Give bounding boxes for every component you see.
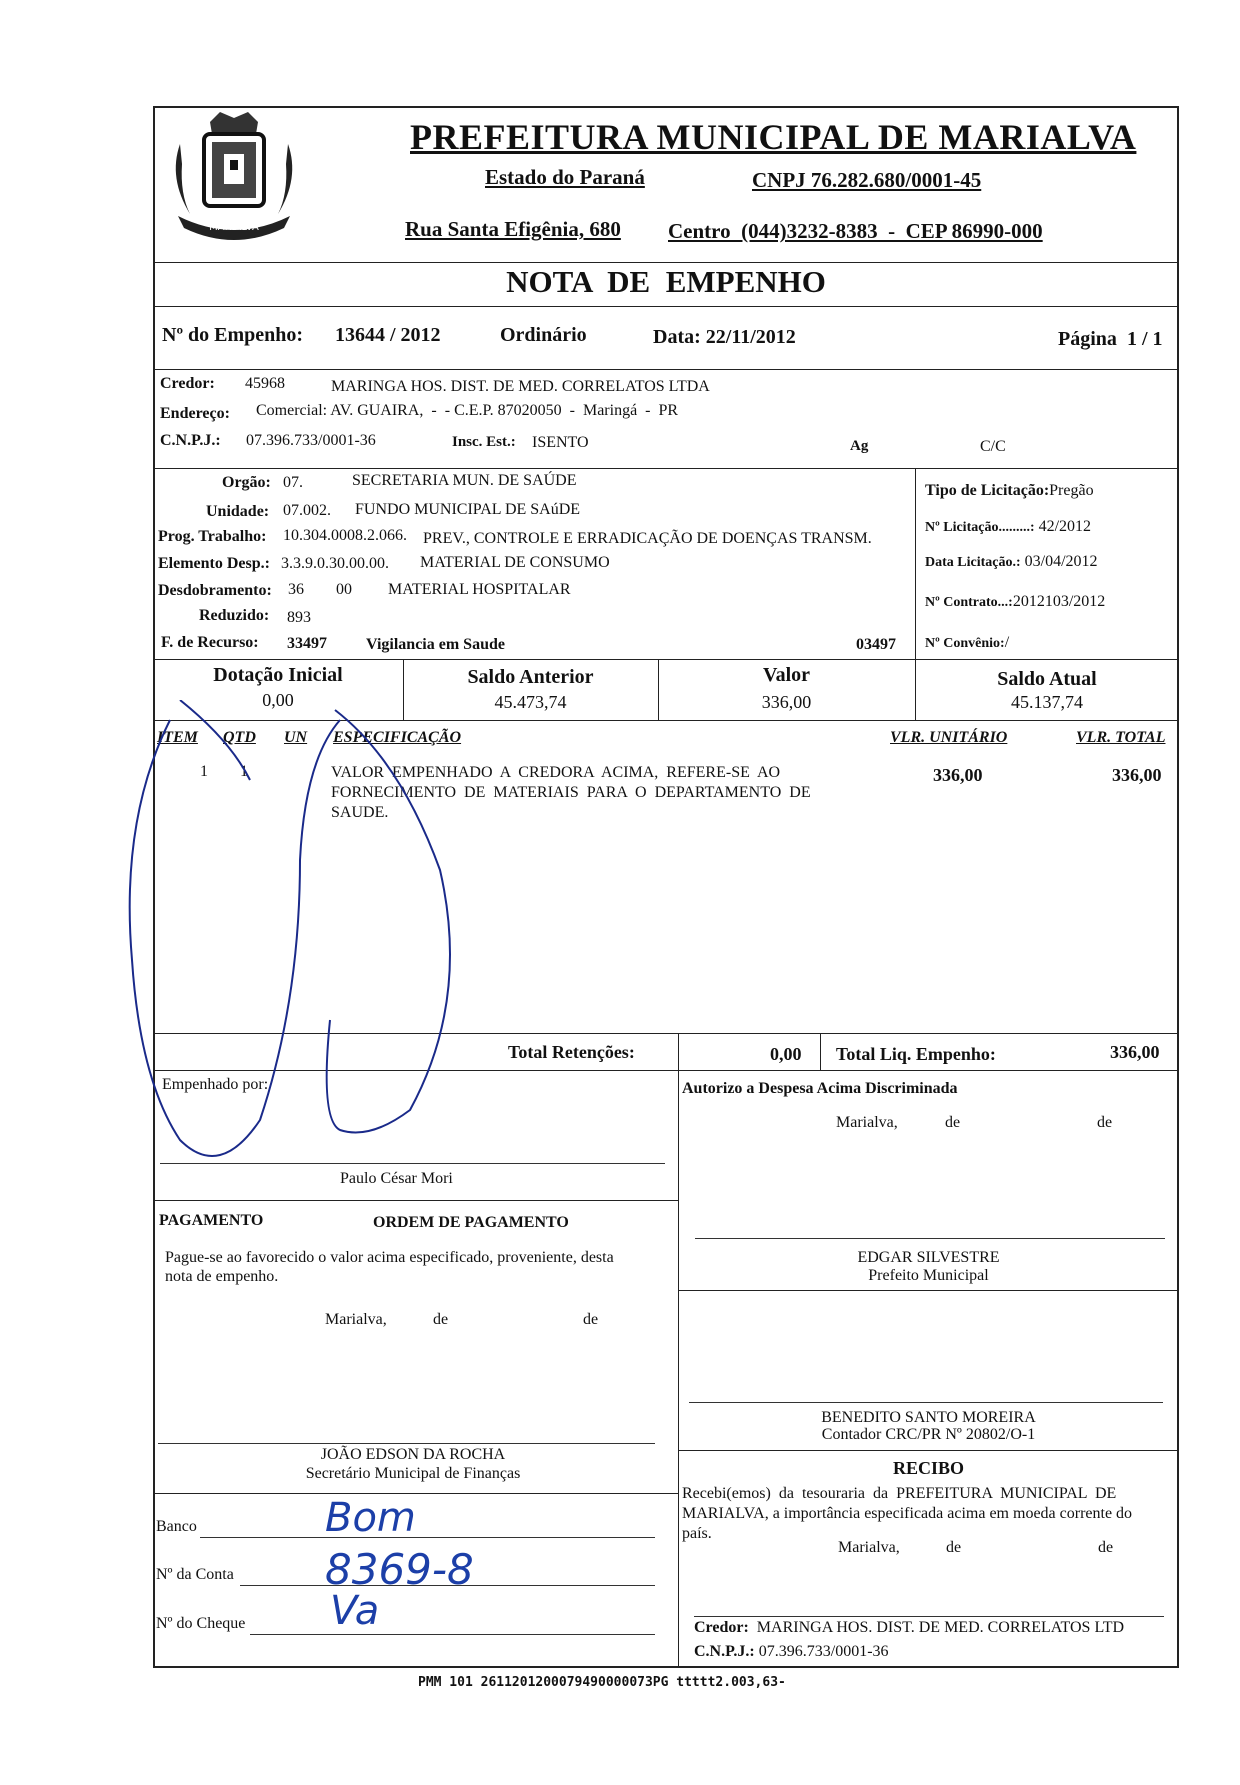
- licitacao-tipo: [925, 482, 1094, 500]
- empenhado-label: Empenhado por:: [162, 1076, 269, 1093]
- desdobramento-code: 36: [288, 581, 304, 598]
- pagamento-city: Marialva,: [325, 1311, 387, 1328]
- page-label: Página: [1058, 328, 1117, 350]
- header-state: Estado do Paraná: [485, 165, 645, 189]
- creditor-insc: ISENTO: [532, 434, 589, 451]
- licitacao-data-label: Data Licitação.:: [925, 555, 1021, 570]
- saldo-atual-value: 45.137,74: [1011, 692, 1083, 712]
- item-number: 1: [200, 763, 208, 780]
- prog-code: 10.304.0008.2.066.: [283, 527, 407, 544]
- recibo-line3: país.: [682, 1525, 712, 1542]
- recibo-credor: [694, 1619, 1124, 1637]
- recibo-de2: de: [1098, 1539, 1114, 1556]
- empenho-number: 13644 / 2012: [335, 324, 441, 346]
- secretario-role: Secretário Municipal de Finanças: [305, 1465, 521, 1482]
- empenho-label: Nº do Empenho:: [162, 324, 304, 346]
- creditor-code: 45968: [245, 375, 285, 392]
- recibo-credor-label: Credor:: [694, 1619, 749, 1636]
- recibo-cnpj-value: 07.396.733/0001-36: [758, 1643, 889, 1660]
- cheque-label: Nº do Cheque: [156, 1615, 246, 1632]
- prog-name: PREV., CONTROLE E ERRADICAÇÃO DE DOENÇAS TRANSM.: [423, 530, 872, 547]
- dotacao-label: Dotação Inicial: [213, 664, 343, 686]
- creditor-name: MARINGA HOS. DIST. DE MED. CORRELATOS LTDA: [331, 378, 710, 395]
- licitacao-data-value: 03/04/2012: [1024, 553, 1098, 570]
- unidade-label: Unidade:: [206, 503, 270, 520]
- elemento-name: MATERIAL DE CONSUMO: [420, 554, 610, 571]
- unidade-code: 07.002.: [283, 502, 331, 519]
- item-spec-line1: VALOR EMPENHADO A CREDORA ACIMA, REFERE-SE AO: [331, 764, 781, 781]
- col-unit-price: VLR. UNITÁRIO: [890, 729, 1008, 746]
- recurso-ref: 03497: [856, 636, 896, 653]
- licitacao-contrato-value: 2012103/2012: [1012, 593, 1106, 610]
- elemento-code: 3.3.9.0.30.00.00.: [281, 555, 389, 572]
- banco-label: Banco: [156, 1518, 197, 1535]
- orgao-label: Orgão:: [222, 474, 271, 491]
- insc-label: Insc. Est.:: [452, 434, 516, 450]
- recurso-label: F. de Recurso:: [161, 634, 259, 651]
- desdobramento-label: Desdobramento:: [158, 582, 272, 599]
- col-qtd: QTD: [223, 729, 256, 746]
- pagamento-de1: de: [433, 1311, 449, 1328]
- banco-handwritten: Bom: [325, 1495, 416, 1541]
- autorizo-de1: de: [945, 1114, 961, 1131]
- licitacao-numero-label: Nº Licitação.........:: [925, 520, 1035, 535]
- ag-label: Ag: [850, 438, 869, 454]
- reduzido-label: Reduzido:: [199, 607, 270, 624]
- elemento-label: Elemento Desp.:: [158, 555, 270, 572]
- desdobramento-sub: 00: [336, 581, 352, 598]
- creditor-label: Credor:: [160, 375, 215, 392]
- contador-role: Contador CRC/PR Nº 20802/O-1: [821, 1426, 1036, 1443]
- dotacao-value: 0,00: [262, 690, 294, 710]
- saldo-anterior-value: 45.473,74: [494, 692, 567, 712]
- saldo-anterior-label: Saldo Anterior: [467, 666, 594, 688]
- recibo-text: [682, 1484, 1132, 1544]
- retencoes-label: Total Retenções:: [508, 1042, 635, 1062]
- prog-label: Prog. Trabalho:: [158, 528, 267, 545]
- cc-label: C/C: [980, 438, 1006, 455]
- recibo-city: Marialva,: [838, 1539, 900, 1556]
- pagamento-label: PAGAMENTO: [159, 1212, 264, 1229]
- col-un: UN: [284, 729, 308, 746]
- recibo-credor-value: MARINGA HOS. DIST. DE MED. CORRELATOS LTD: [756, 1619, 1125, 1636]
- recurso-code: 33497: [287, 635, 327, 652]
- desdobramento-name: MATERIAL HOSPITALAR: [388, 581, 571, 598]
- conta-label: Nº da Conta: [156, 1566, 234, 1583]
- licitacao-convenio-value: /: [1004, 634, 1010, 651]
- recibo-line1: Recebi(emos) da tesouraria da PREFEITURA MUNICIPAL DE: [682, 1485, 1117, 1502]
- empenhado-name: Paulo César Mori: [340, 1170, 453, 1187]
- col-total: VLR. TOTAL: [1076, 729, 1166, 746]
- liquido-label: Total Liq. Empenho:: [836, 1044, 996, 1064]
- item-qtd: 1: [240, 763, 248, 780]
- licitacao-contrato-label: Nº Contrato...:: [925, 595, 1013, 610]
- autorizo-city: Marialva,: [836, 1114, 898, 1131]
- creditor-cnpj: 07.396.733/0001-36: [246, 432, 376, 449]
- svg-text:MARIALVA: MARIALVA: [209, 222, 259, 233]
- pagamento-text-line2: nota de empenho.: [165, 1268, 279, 1285]
- signature-scribble-icon: [110, 700, 470, 1180]
- item-spec-line2: FORNECIMENTO DE MATERIAIS PARA O DEPARTAMENTO DE: [331, 784, 811, 801]
- recibo-line2: MARIALVA, a importância especificada acima em moeda corrente do: [682, 1505, 1133, 1522]
- licitacao-numero: [925, 518, 1091, 536]
- pagamento-de2: de: [583, 1311, 599, 1328]
- autorizo-title: Autorizo a Despesa Acima Discriminada: [682, 1080, 958, 1097]
- conta-handwritten: 8369-8: [325, 1545, 474, 1594]
- orgao-code: 07.: [283, 474, 303, 491]
- pagamento-title: ORDEM DE PAGAMENTO: [373, 1214, 569, 1231]
- recibo-de1: de: [946, 1539, 962, 1556]
- valor-value: 336,00: [761, 692, 812, 712]
- item-total: 336,00: [1112, 765, 1162, 785]
- recurso-name: Vigilancia em Saude: [366, 636, 505, 653]
- licitacao-tipo-label: Tipo de Licitação:: [925, 482, 1050, 499]
- licitacao-tipo-value: Pregão: [1049, 482, 1094, 499]
- autorizo-de2: de: [1097, 1114, 1113, 1131]
- page-number: 1 / 1: [1127, 328, 1163, 350]
- empenho-date: Data: 22/11/2012: [653, 326, 796, 348]
- footer-code: PMM 101 2611201200079490000073PG ttttt2.003,63-: [418, 1675, 786, 1690]
- recibo-title: RECIBO: [892, 1458, 964, 1478]
- col-item: ITEM: [157, 729, 198, 746]
- saldo-atual-label: Saldo Atual: [997, 668, 1097, 690]
- document-title: NOTA DE EMPENHO: [506, 264, 826, 299]
- cheque-handwritten: Va: [330, 1588, 380, 1634]
- liquido-value: 336,00: [1110, 1042, 1160, 1062]
- recibo-cnpj: [694, 1643, 889, 1661]
- header-street: Rua Santa Efigênia, 680: [405, 217, 621, 241]
- reduzido-value: 893: [287, 609, 311, 626]
- item-spec-line3: SAUDE.: [331, 804, 389, 821]
- col-spec: ESPECIFICAÇÃO: [333, 729, 462, 746]
- secretario-name: JOÃO EDSON DA ROCHA: [320, 1446, 506, 1463]
- orgao-name: SECRETARIA MUN. DE SAÚDE: [352, 472, 577, 489]
- empenho-type: Ordinário: [500, 324, 587, 346]
- valor-label: Valor: [762, 664, 811, 686]
- prefeito-name: EDGAR SILVESTRE: [857, 1249, 1000, 1266]
- recibo-cnpj-label: C.N.P.J.:: [694, 1643, 755, 1660]
- licitacao-contrato: [925, 593, 1105, 611]
- item-unit-price: 336,00: [933, 765, 983, 785]
- header-title: PREFEITURA MUNICIPAL DE MARIALVA: [410, 117, 1137, 157]
- address-label: Endereço:: [160, 405, 230, 422]
- licitacao-convenio-label: Nº Convênio:: [925, 636, 1005, 651]
- creditor-address: Comercial: AV. GUAIRA, - - C.E.P. 87020050 - Maringá - PR: [256, 402, 679, 419]
- retencoes-value: 0,00: [770, 1044, 802, 1064]
- contador-name: BENEDITO SANTO MOREIRA: [821, 1409, 1036, 1426]
- licitacao-numero-value: 42/2012: [1038, 518, 1092, 535]
- cnpj-label: C.N.P.J.:: [160, 432, 221, 449]
- licitacao-data: [925, 553, 1098, 571]
- pagamento-text: [165, 1248, 614, 1286]
- municipal-crest-icon: [160, 104, 308, 252]
- licitacao-convenio: [925, 634, 1009, 652]
- pagamento-text-line1: Pague-se ao favorecido o valor acima especificado, proveniente, desta: [165, 1249, 614, 1266]
- header-contact: Centro (044)3232-8383 - CEP 86990-000: [668, 219, 1043, 243]
- header-cnpj: CNPJ 76.282.680/0001-45: [752, 168, 982, 192]
- unidade-name: FUNDO MUNICIPAL DE SAúDE: [355, 501, 581, 518]
- prefeito-role: Prefeito Municipal: [868, 1267, 989, 1284]
